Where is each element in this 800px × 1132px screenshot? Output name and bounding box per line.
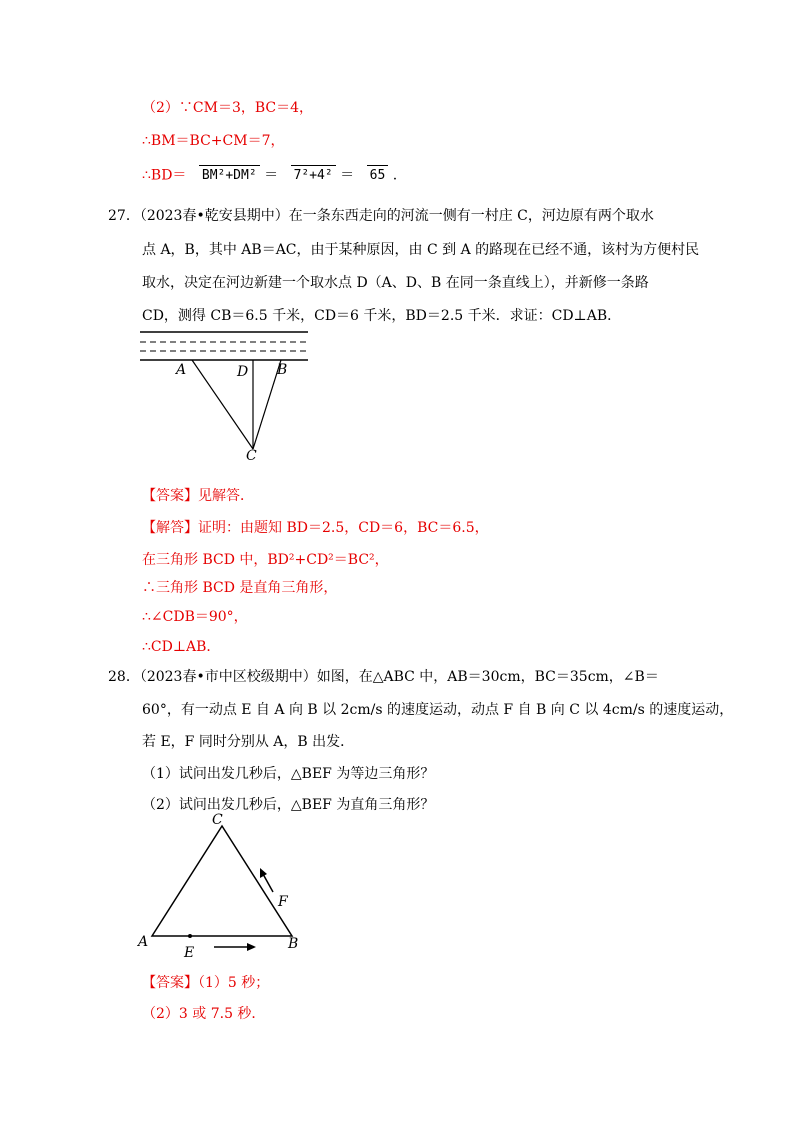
- q27-solution-2: 在三角形 BCD 中，BD²+CD²＝BC²，: [142, 552, 389, 568]
- sqrt-65: 65: [367, 165, 389, 186]
- q27-river-figure: [136, 326, 326, 466]
- q28-line-1: 28．（2023春•市中区校级期中）如图，在△ABC 中，AB＝30cm，BC＝35cm，∠B＝: [108, 669, 659, 685]
- q27-solution-5: ∴CD⊥AB．: [142, 639, 221, 655]
- sqrt-7-4: 7²+4²: [291, 165, 336, 186]
- q27-line-3: 取水，决定在河边新建一个取水点 D（A、D、B 在同一条直线上），并新修一条路: [142, 275, 649, 291]
- arrow-f-head: [260, 868, 267, 878]
- q27-line-1: 27．（2023春•乾安县期中）在一条东西走向的河流一侧有一村庄 C，河边原有两个取水: [108, 208, 654, 224]
- q28-answer-2: （2）3 或 7.5 秒．: [142, 1006, 266, 1022]
- prev-solution-line-2: ∴BM＝BC+CM＝7，: [142, 133, 285, 149]
- label-c: C: [212, 812, 223, 828]
- label-c: C: [246, 448, 257, 464]
- q27-solution-3: ∴三角形 BCD 是直角三角形，: [142, 580, 338, 596]
- label-a: A: [138, 934, 149, 950]
- label-b: B: [288, 936, 299, 952]
- equals-sign-1: ＝: [264, 167, 279, 184]
- period: .: [392, 167, 398, 184]
- q28-answer-1: 【答案】（1）5 秒；: [142, 975, 270, 991]
- q27-line-4: CD，测得 CB＝6.5 千米，CD＝6 千米，BD＝2.5 千米．求证：CD⊥AB．: [142, 308, 622, 324]
- q28-line-3: 若 E，F 同时分别从 A，B 出发．: [142, 734, 355, 750]
- prev-solution-line-1: （2）∵CM＝3，BC＝4，: [142, 100, 314, 116]
- label-d: D: [237, 364, 249, 380]
- label-e: E: [184, 945, 195, 960]
- q27-answer: 【答案】见解答．: [142, 488, 254, 504]
- arrow-e-head: [247, 943, 256, 951]
- triangle-abc: [152, 826, 292, 936]
- q28-part-1: （1）试问出发几秒后，△BEF 为等边三角形？: [142, 766, 435, 782]
- label-f: F: [278, 894, 288, 910]
- prev-solution-line-3: [142, 165, 397, 186]
- equals-sign-2: ＝: [340, 167, 355, 184]
- q27-solution-1: 【解答】证明：由题知 BD＝2.5，CD＝6，BC＝6.5，: [142, 520, 489, 536]
- arrow-f-line: [263, 874, 273, 892]
- point-e: [188, 934, 192, 938]
- q28-part-2: （2）试问出发几秒后，△BEF 为直角三角形？: [142, 797, 435, 813]
- sqrt-bm-dm: BM²+DM²: [199, 165, 260, 186]
- q27-solution-4: ∴∠CDB＝90°，: [142, 609, 248, 625]
- q28-line-2: 60°，有一动点 E 自 A 向 B 以 2cm/s 的速度运动，动点 F 自 B 向 C 以 4cm/s 的速度运动，: [142, 702, 734, 718]
- prev-bd-prefix: ∴BD＝: [142, 167, 187, 184]
- label-b: B: [277, 362, 288, 378]
- label-a: A: [176, 362, 187, 378]
- q28-triangle-figure: [132, 810, 312, 960]
- q27-line-2: 点 A，B，其中 AB＝AC，由于某种原因，由 C 到 A 的路现在已经不通，该村为方便村民: [142, 242, 700, 258]
